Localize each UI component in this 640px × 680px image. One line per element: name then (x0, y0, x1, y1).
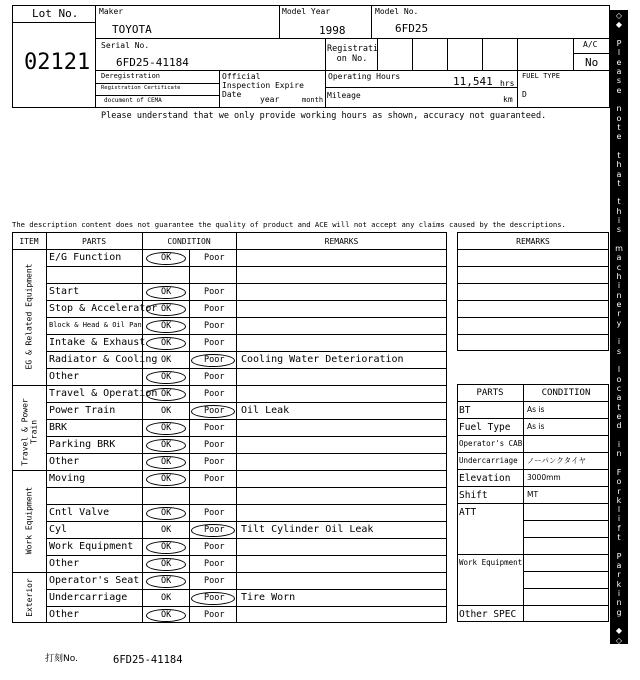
spec-part: Shift (459, 490, 488, 501)
sidebar-char: n (616, 104, 622, 114)
condition-ok[interactable]: OK (161, 253, 172, 263)
group-label: Exterior (24, 577, 34, 617)
divider (46, 606, 447, 607)
ok-selected-circle (146, 473, 186, 486)
condition-poor[interactable]: Poor (204, 610, 225, 620)
hours-value: 11,541 (453, 75, 493, 88)
sidebar-char: s (616, 76, 622, 86)
sidebar-char: t (617, 150, 621, 160)
divider (142, 232, 143, 623)
spec-value: 3000mm (527, 473, 561, 482)
location-notice-bar (610, 10, 628, 644)
condition-ok[interactable]: OK (161, 593, 172, 603)
spec-value: MT (527, 490, 539, 499)
sidebar-char: e (616, 411, 622, 421)
divider (46, 266, 447, 267)
sidebar-char: a (616, 393, 622, 403)
sidebar-char: i (617, 216, 621, 226)
part-label: Start (49, 286, 80, 297)
divider (95, 83, 219, 84)
condition-poor[interactable]: Poor (204, 423, 225, 433)
part-label: Other (49, 371, 80, 382)
mileage-unit: km (503, 95, 513, 104)
divider (457, 401, 609, 402)
sidebar-char: l (617, 505, 621, 515)
part-label: Intake & Exhaust (49, 337, 146, 348)
ok-selected-circle (146, 456, 186, 469)
remarks-header: REMARKS (324, 237, 359, 246)
condition-ok[interactable]: OK (161, 389, 172, 399)
part-label: E/G Function (49, 252, 122, 263)
ok-selected-circle (146, 388, 186, 401)
ok-selected-circle (146, 286, 186, 299)
sidebar-char: a (616, 253, 622, 263)
ok-selected-circle (146, 252, 186, 265)
divider (46, 334, 447, 335)
condition-poor[interactable]: Poor (204, 593, 225, 603)
model-no-value: 6FD25 (395, 22, 429, 35)
divider (457, 435, 609, 436)
sidebar-char: ◇ (615, 11, 623, 20)
sidebar-char: n (616, 449, 622, 459)
divider (457, 418, 609, 419)
hours-label: Operating Hours (328, 72, 401, 81)
sidebar-char: n (616, 290, 622, 300)
mileage-label: Mileage (327, 91, 361, 100)
sidebar-char: g (616, 607, 622, 617)
divider (573, 38, 574, 70)
divider (95, 95, 219, 96)
condition-poor[interactable]: Poor (204, 338, 225, 348)
sidebar-char: i (617, 514, 621, 524)
model-no-label: Model No. (375, 7, 419, 16)
divider (457, 300, 609, 301)
sidebar-char: t (617, 533, 621, 543)
divider (46, 232, 47, 623)
remark-text: Cooling Water Deterioration (241, 354, 404, 365)
sidebar-char: o (616, 113, 622, 123)
condition-ok[interactable]: OK (161, 355, 172, 365)
part-label: Other (49, 558, 80, 569)
sidebar-char: ◆ (615, 20, 623, 30)
divider (46, 555, 447, 556)
condition-poor[interactable]: Poor (204, 304, 225, 314)
divider (457, 334, 609, 335)
sidebar-char: i (617, 589, 621, 599)
part-label: Power Train (49, 405, 116, 416)
stamp-value: 6FD25-41184 (113, 654, 183, 666)
condition-ok[interactable]: OK (161, 576, 172, 586)
reg-cert-label: Registration Certificate (101, 85, 181, 91)
cema-label: document of CEMA (104, 97, 162, 104)
ok-selected-circle (146, 507, 186, 520)
disclaimer: The description content does not guarantee the quality of product and ACE will not accept any claims caused by the descriptions. (12, 220, 566, 229)
condition-poor[interactable]: Poor (204, 355, 225, 365)
sidebar-char: r (617, 309, 621, 319)
right-remarks-header: REMARKS (516, 237, 550, 246)
condition-ok[interactable]: OK (161, 559, 172, 569)
divider (523, 520, 609, 521)
divider (46, 317, 447, 318)
ok-selected-circle (146, 575, 186, 588)
divider (46, 419, 447, 420)
part-label: Cyl (49, 524, 68, 535)
sidebar-char: h (616, 160, 622, 170)
spec-part: BT (459, 405, 471, 416)
sidebar-char: i (617, 337, 621, 347)
ok-selected-circle (146, 558, 186, 571)
divider (95, 5, 96, 108)
divider (523, 571, 609, 572)
condition-ok[interactable]: OK (161, 372, 172, 382)
part-label: Work Equipment (49, 541, 134, 552)
divider (457, 605, 609, 606)
sidebar-char: P (616, 38, 622, 48)
parts-header: PARTS (81, 237, 107, 246)
sidebar-char: t (617, 122, 621, 132)
condition-ok[interactable]: OK (161, 542, 172, 552)
condition-poor[interactable]: Poor (204, 389, 225, 399)
divider (46, 436, 447, 437)
fuel-value: D (522, 90, 527, 99)
ac-label: A/C (583, 40, 598, 49)
divider (46, 470, 447, 471)
ok-selected-circle (146, 439, 186, 452)
sidebar-char: f (617, 523, 621, 533)
divider (457, 486, 609, 487)
spec-value: ノーパンクタイヤ (527, 456, 586, 465)
sidebar-char: k (616, 579, 622, 589)
divider (46, 453, 447, 454)
divider (457, 452, 609, 453)
sidebar-char: o (616, 374, 622, 384)
sidebar-char: s (616, 346, 622, 356)
divider (46, 589, 447, 590)
condition-poor[interactable]: Poor (204, 253, 225, 263)
hours-unit: hrs (500, 79, 515, 88)
stamp-label: 打刻No. (45, 654, 78, 664)
condition-ok[interactable]: OK (161, 287, 172, 297)
divider (12, 249, 447, 250)
part-label: Parking BRK (49, 439, 116, 450)
sidebar-char: e (616, 85, 622, 95)
sidebar-char: P (616, 551, 622, 561)
condition-poor[interactable]: Poor (204, 406, 225, 416)
group-label: Travel & Power Train (20, 397, 38, 466)
sidebar-char: d (616, 421, 622, 431)
spec-condition-header: CONDITION (541, 388, 591, 398)
ok-selected-circle (146, 320, 186, 333)
sidebar-char: a (616, 66, 622, 76)
part-label: Travel & Operation (49, 388, 158, 399)
divider (457, 503, 609, 504)
sidebar-char: h (616, 206, 622, 216)
poor-selected-circle (191, 354, 235, 367)
condition-ok[interactable]: OK (161, 406, 172, 416)
sidebar-char: ◇ (615, 635, 623, 645)
part-label: Operator's Seat (49, 575, 140, 586)
sidebar-char: r (617, 570, 621, 580)
sidebar-char: s (616, 225, 622, 235)
divider (457, 266, 609, 267)
sidebar-char: t (617, 178, 621, 188)
ok-selected-circle (146, 422, 186, 435)
divider (523, 588, 609, 589)
sidebar-char: F (616, 467, 622, 477)
spec-part: Undercarriage (459, 456, 518, 465)
divider (46, 487, 447, 488)
maker-label: Maker (99, 7, 124, 16)
spec-parts-header: PARTS (476, 388, 504, 398)
divider (573, 53, 610, 54)
divider (412, 38, 413, 70)
sidebar-char: a (616, 169, 622, 179)
divider (46, 572, 447, 573)
sidebar-char: t (617, 402, 621, 412)
condition-poor[interactable]: Poor (204, 321, 225, 331)
condition-poor[interactable]: Poor (204, 508, 225, 518)
divider (279, 5, 280, 38)
part-label: Other (49, 609, 80, 620)
condition-ok[interactable]: OK (161, 304, 172, 314)
condition-poor[interactable]: Poor (204, 372, 225, 382)
divider (95, 70, 610, 71)
divider (236, 232, 237, 623)
divider (46, 402, 447, 403)
divider (46, 504, 447, 505)
part-label: BRK (49, 422, 68, 433)
divider (46, 521, 447, 522)
sidebar-char: n (616, 598, 622, 608)
remark-text: Oil Leak (241, 405, 290, 416)
part-label: Undercarriage (49, 592, 128, 603)
spec-value: As is (527, 405, 545, 414)
part-label: Moving (49, 473, 86, 484)
divider (46, 538, 447, 539)
poor-selected-circle (191, 524, 235, 537)
ok-selected-circle (146, 541, 186, 554)
model-year-label: Model Year (282, 7, 331, 16)
condition-poor[interactable]: Poor (204, 474, 225, 484)
condition-ok[interactable]: OK (161, 525, 172, 535)
condition-poor[interactable]: Poor (204, 576, 225, 586)
sidebar-char: y (616, 318, 622, 328)
condition-ok[interactable]: OK (161, 338, 172, 348)
ok-selected-circle (146, 303, 186, 316)
remark-text: Tilt Cylinder Oil Leak (241, 524, 374, 535)
poor-selected-circle (191, 592, 235, 605)
group-label: Work Equipment (24, 486, 34, 555)
sidebar-char: c (616, 262, 622, 272)
part-label: Cntl Valve (49, 507, 110, 518)
ok-selected-circle (146, 609, 186, 622)
inspection-label: Official Inspection Expire Date (222, 72, 304, 99)
month-label: month (302, 96, 324, 104)
condition-poor[interactable]: Poor (204, 287, 225, 297)
sidebar-char: ◆ (615, 626, 623, 636)
sidebar-char: t (617, 197, 621, 207)
divider (457, 554, 609, 555)
item-header: ITEM (19, 237, 39, 246)
ac-value: No (585, 56, 599, 69)
hours-notice: Please understand that we only provide working hours as shown, accuracy not guaranteed. (101, 111, 547, 121)
divider (482, 38, 483, 70)
spec-value: As is (527, 422, 545, 431)
spec-part: Other SPEC (459, 609, 517, 620)
part-label: Stop & Accelerator (49, 303, 158, 314)
group-label: EG & Related Equipment (24, 263, 34, 370)
sidebar-char: l (617, 365, 621, 375)
sidebar-char: m (615, 244, 623, 254)
condition-ok[interactable]: OK (161, 423, 172, 433)
maker-value: TOYOTA (112, 23, 152, 36)
poor-selected-circle (191, 405, 235, 418)
ok-selected-circle (146, 337, 186, 350)
ok-selected-circle (146, 371, 186, 384)
divider (95, 38, 610, 39)
model-year-value: 1998 (319, 24, 346, 37)
condition-poor[interactable]: Poor (204, 457, 225, 467)
dereg-label: Deregistration (101, 72, 161, 80)
sidebar-char: e (616, 300, 622, 310)
lot-number: 02121 (24, 50, 91, 75)
serial-value: 6FD25-41184 (116, 56, 189, 69)
group-divider (12, 385, 46, 386)
sidebar-char: e (616, 132, 622, 142)
divider (12, 22, 95, 23)
condition-ok[interactable]: OK (161, 508, 172, 518)
condition-ok[interactable]: OK (161, 610, 172, 620)
divider (325, 70, 326, 108)
divider (46, 300, 447, 301)
divider (46, 283, 447, 284)
fuel-label: FUEL TYPE (522, 72, 560, 80)
condition-ok[interactable]: OK (161, 440, 172, 450)
lot-label: Lot No. (32, 7, 79, 20)
divider (325, 38, 326, 70)
sidebar-char: a (616, 561, 622, 571)
year-label: year (260, 95, 280, 104)
sidebar-char: l (617, 48, 621, 58)
sidebar-char: i (617, 281, 621, 291)
divider (523, 537, 609, 538)
divider (457, 317, 609, 318)
sidebar-char: o (616, 477, 622, 487)
divider (457, 283, 609, 284)
divider (377, 38, 378, 70)
part-label: Block & Head & Oil Pan (49, 321, 142, 329)
condition-ok[interactable]: OK (161, 457, 172, 467)
sidebar-char: k (616, 495, 622, 505)
part-label: Radiator & Cooling (49, 354, 158, 365)
spec-part: ATT (459, 507, 477, 518)
divider (46, 385, 447, 386)
condition-header: CONDITION (167, 237, 211, 246)
registration-label: Registrati on No. (327, 44, 379, 64)
spec-part: Elevation (459, 473, 511, 484)
sidebar-char: c (616, 383, 622, 393)
remark-text: Tire Worn (241, 592, 296, 603)
serial-label: Serial No. (101, 41, 150, 50)
condition-poor[interactable]: Poor (204, 440, 225, 450)
divider (457, 249, 609, 250)
spec-part: Work Equipment (459, 558, 523, 567)
divider (46, 368, 447, 369)
part-label: Other (49, 456, 80, 467)
condition-poor[interactable]: Poor (204, 559, 225, 569)
divider (457, 469, 609, 470)
divider (219, 70, 220, 108)
divider (447, 38, 448, 70)
divider (517, 38, 518, 108)
sidebar-char: e (616, 57, 622, 67)
sidebar-char: i (617, 439, 621, 449)
spec-part: Operator's CAB (459, 439, 523, 448)
spec-part: Fuel Type (459, 422, 511, 433)
condition-poor[interactable]: Poor (204, 525, 225, 535)
condition-ok[interactable]: OK (161, 474, 172, 484)
sidebar-char: r (617, 486, 621, 496)
condition-poor[interactable]: Poor (204, 542, 225, 552)
condition-ok[interactable]: OK (161, 321, 172, 331)
sidebar-char: h (616, 272, 622, 282)
divider (46, 351, 447, 352)
divider (371, 5, 372, 38)
